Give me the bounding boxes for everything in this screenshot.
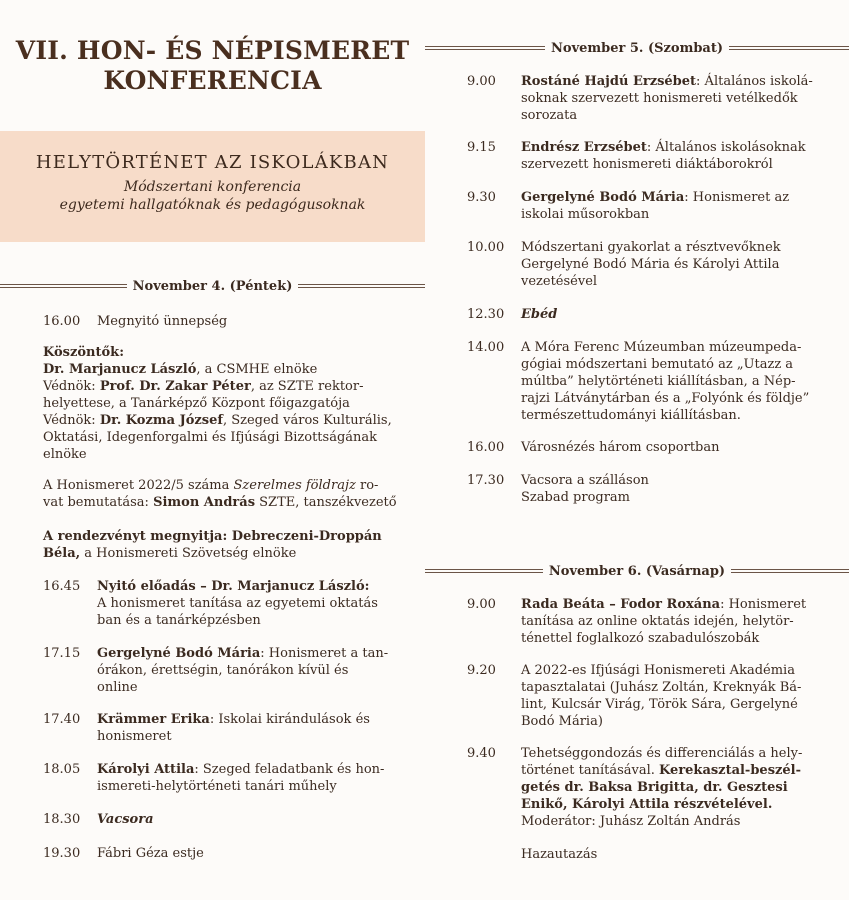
item-text [521, 239, 847, 290]
day2-label: November 5. (Szombat) [551, 40, 723, 56]
item-text [521, 745, 847, 830]
opener-block [43, 528, 423, 562]
patron-name: Dr. Kozma József [99, 413, 223, 428]
item-line: : Honismeret a tan- [260, 646, 389, 661]
item-time: 9.15 [467, 140, 496, 155]
item-line: órákon, érettségin, tanórákon kívül és [97, 663, 349, 678]
item-text [97, 645, 427, 696]
item-line: online [97, 680, 138, 695]
item-text: Hazautazás [521, 847, 598, 862]
speaker-name: Gergelyné Bodó Mária [521, 190, 685, 205]
item-line: : Honismeret [720, 597, 807, 612]
item-line: történet tanításával. [521, 763, 660, 778]
greeter-name: Dr. Marjanucz László [43, 362, 197, 377]
patron-label: Védnök: [43, 413, 100, 428]
item-time: 17.30 [467, 473, 505, 488]
item-line: soknak szervezett honismereti vetélkedők [521, 91, 798, 106]
presenter-role: SZTE, tanszékvezető [255, 495, 397, 510]
item-line: múltba” helytörténeti kiállításban, a Nép- [521, 374, 796, 389]
item-line: : Általános iskolásoknak [646, 140, 806, 155]
greetings-block [43, 344, 423, 463]
item-time: 9.30 [467, 190, 496, 205]
banner-heading: HELYTÖRTÉNET AZ ISKOLÁKBAN [35, 152, 390, 173]
item-time: 9.40 [467, 746, 496, 761]
item-line: iskolai műsorokban [521, 207, 650, 222]
item-line: Vacsora a szálláson [521, 473, 649, 488]
speaker-name: Endrész Erzsébet [521, 140, 647, 155]
item-line: Módszertani gyakorlat a résztvevőknek [521, 240, 781, 255]
item-time: 14.00 [467, 340, 505, 355]
item-line: természettudományi kiállításban. [521, 408, 741, 423]
item-text [97, 578, 427, 629]
roundtable-participants: getés dr. Baksa Brigitta, dr. Gesztesi [521, 780, 788, 795]
speaker-name: Rostáné Hajdú Erzsébet [521, 74, 697, 89]
page-title [0, 36, 425, 96]
patron-role: , Szeged város Kulturális, [222, 413, 392, 428]
day1-label: November 4. (Péntek) [132, 278, 293, 294]
divider-rule [0, 284, 127, 288]
banner-line-2: egyetemi hallgatóknak és pedagógusoknak [59, 197, 366, 213]
item-line: vezetésével [521, 274, 598, 289]
item-line: rajzi Látványtárban és a „Folyónk és földje” [521, 391, 810, 406]
subtitle-banner [0, 131, 425, 242]
item-text: Fábri Géza estje [97, 846, 204, 861]
item-text: Vacsora [97, 812, 154, 827]
speaker-name: Krämmer Erika [97, 712, 210, 727]
item-time: 9.00 [467, 597, 496, 612]
greeter-role: , a CSMHE elnöke [196, 362, 318, 377]
greetings-heading: Köszöntők: [43, 345, 124, 360]
item-line: A 2022-es Ifjúsági Honismereti Akadémia [521, 663, 795, 678]
book-text: vat bemutatása: [43, 495, 154, 510]
book-title: Szerelmes földrajz [233, 478, 356, 493]
divider-rule [729, 46, 849, 50]
patron-role-cont: Oktatási, Idegenforgalmi és Ifjúsági Bizottságának [43, 430, 378, 445]
title-line-2: KONFERENCIA [103, 66, 322, 95]
item-time: 19.30 [43, 846, 81, 861]
item-text: Városnézés három csoportban [521, 440, 720, 455]
item-text [521, 472, 847, 506]
item-text [97, 761, 427, 795]
item-line: Szabad program [521, 490, 631, 505]
item-line: honismeret [97, 729, 172, 744]
book-text: ro- [355, 478, 379, 493]
speaker-name: Károlyi Attila [97, 762, 195, 777]
day2-divider [425, 38, 849, 58]
item-line: : Honismeret az [684, 190, 790, 205]
speaker-name: Rada Beáta – Fodor Roxána [521, 597, 721, 612]
book-text: A Honismeret 2022/5 száma [43, 478, 234, 493]
item-line: : Általános iskolá- [696, 74, 813, 89]
item-line: ismereti-helytörténeti tanári műhely [97, 779, 337, 794]
item-time: 10.00 [467, 240, 505, 255]
item-time: 9.20 [467, 663, 496, 678]
item-text: Megnyitó ünnepség [97, 314, 228, 329]
item-line: Gergelyné Bodó Mária és Károlyi Attila [521, 257, 780, 272]
patron-role-cont: elnöke [43, 447, 87, 462]
patron-role-cont: helyettese, a Tanárképző Központ főigazgatója [43, 396, 350, 411]
day3-label: November 6. (Vasárnap) [548, 563, 726, 579]
item-time: 16.45 [43, 579, 81, 594]
item-line: lint, Kulcsár Virág, Török Sára, Gergelyné [521, 697, 798, 712]
item-text [521, 73, 847, 124]
patron-label: Védnök: [43, 379, 100, 394]
opener-text: A rendezvényt megnyitja: Debreczeni-Droppán [43, 529, 382, 544]
presenter-name: Simon András [153, 495, 256, 510]
roundtable-title: Kerekasztal-beszél- [659, 763, 801, 778]
item-line: tanítása az online oktatás idején, helytör- [521, 614, 794, 629]
item-line: : Szeged feladatbank és hon- [194, 762, 385, 777]
item-line: tapasztalatai (Juhász Zoltán, Kreknyák Bá- [521, 680, 802, 695]
roundtable-participants: Enikő, Károlyi Attila részvételével. [521, 797, 773, 812]
item-time: 16.00 [43, 314, 81, 329]
item-text [521, 596, 847, 647]
opener-role: a Honismereti Szövetség elnöke [80, 546, 297, 561]
moderator: Moderátor: Juhász Zoltán András [521, 814, 741, 829]
patron-role: , az SZTE rektor- [250, 379, 364, 394]
item-line: Bodó Mária) [521, 714, 603, 729]
item-line: gógiai módszertani bemutató az „Utazz a [521, 357, 794, 372]
opener-name: Béla, [43, 546, 81, 561]
schedule-item [521, 846, 847, 863]
item-line: : Iskolai kirándulások és [209, 712, 370, 727]
item-line: ban és a tanárképzésben [97, 613, 261, 628]
item-line: szervezett honismereti diáktáborokról [521, 157, 773, 172]
banner-line-1: Módszertani konferencia [123, 179, 302, 195]
item-text: Ebéd [521, 307, 558, 322]
item-time: 17.15 [43, 646, 81, 661]
item-time: 12.30 [467, 307, 505, 322]
item-time: 16.00 [467, 440, 505, 455]
item-line: sorozata [521, 108, 578, 123]
title-line-1: VII. HON- ÉS NÉPISMERET [15, 36, 410, 65]
divider-rule [425, 569, 543, 573]
item-text [521, 339, 847, 424]
item-text [521, 662, 847, 730]
item-text [97, 711, 427, 745]
item-line: ténettel foglalkozó szabadulószobák [521, 631, 760, 646]
item-text [521, 189, 847, 223]
item-time: 17.40 [43, 712, 81, 727]
item-line: Tehetséggondozás és differenciálás a hely- [521, 746, 803, 761]
item-time: 9.00 [467, 74, 496, 89]
speaker-name: Gergelyné Bodó Mária [97, 646, 261, 661]
item-line: A Móra Ferenc Múzeumban múzeumpeda- [521, 340, 802, 355]
item-time: 18.05 [43, 762, 81, 777]
item-text [521, 139, 847, 173]
book-presentation [43, 477, 423, 511]
divider-rule [298, 284, 425, 288]
item-time: 18.30 [43, 812, 81, 827]
patron-name: Prof. Dr. Zakar Péter [99, 379, 251, 394]
day1-divider [0, 276, 425, 296]
speaker-name: Nyitó előadás – Dr. Marjanucz László: [97, 579, 370, 594]
divider-rule [731, 569, 849, 573]
item-line: A honismeret tanítása az egyetemi oktatás [97, 596, 378, 611]
divider-rule [425, 46, 545, 50]
day3-divider [425, 561, 849, 581]
